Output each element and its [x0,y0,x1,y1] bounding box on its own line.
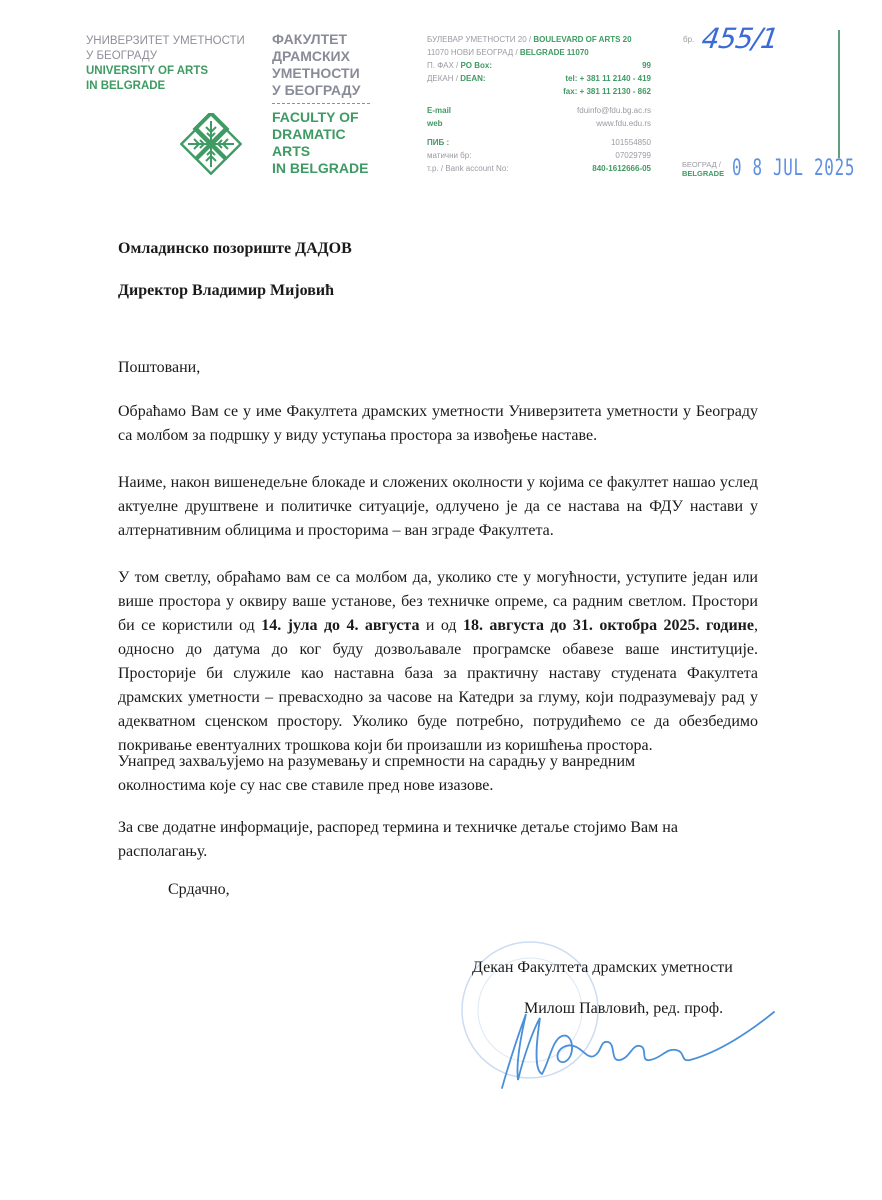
bank-row: т.р. / Bank account No: 840-1612666-05 [427,164,651,173]
reference-number: 455/1 [699,22,781,55]
faculty-name-cyr-4: У БЕОГРАДУ [272,82,361,98]
address-line: БУЛЕВАР УМЕТНОСТИ 20 / BOULEVARD OF ARTS 20 [427,35,632,44]
email-row [427,104,651,117]
date-range-1: 14. јула до 4. августа [261,617,420,634]
handwritten-signature-icon [490,1000,780,1095]
registry-row: матични бр: 07029799 [427,151,651,160]
fax-row [427,85,651,98]
contact-info [427,33,651,175]
reference-label: бр. [683,35,695,44]
faculty-name [272,31,370,177]
faculty-name-cyr-3: УМЕТНОСТИ [272,65,360,81]
salutation: Поштовани, [118,359,201,376]
signatory-title: Декан Факултета драмских уметности [472,959,733,976]
place-label: БЕОГРАД / BELGRADE [682,160,725,178]
paragraph-3: У том светлу, обраћамо вам се са молбом да, уколико сте у могућности, уступите један или више простора у оквиру ваше установе, без техничке опреме, са радним светлом. Простори би се користили од 14. јула до 4. августа и од 18. августа до 31. октобра 2025. године, односно до датума до ког буду дозвољавале програмске обавезе ваше институције. Просторије би служиле као наставна база за практичну наставу студената Факултета драмских уметности – превасходно за часове на Катедри за глуму, који подразумевају рад у адекватном сценском простору. Уколико буде потребно, потрудићемо се да обезбедимо покривање евентуалних трошкова који би произашли из коришћења простора. [118,569,758,754]
web-row [427,117,651,130]
faculty-name-cyr-1: ФАКУЛТЕТ [272,31,348,47]
university-name [86,34,245,94]
email-label: E-mail [427,106,452,115]
closing: Срдачно, [168,881,230,898]
faculty-name-en-2: DRAMATIC [272,126,346,142]
paragraph-4: Унапред захваљујемо на разумевању и спремности на сарадњу у ванредним околностима које су нас све ставиле пред нове изазове. [118,753,636,794]
date-stamp: 0 8 JUL 2025 [732,156,856,181]
recipient-organization: Омладинско позориште ДАДОВ [118,240,352,257]
dean-row: ДЕКАН / DEAN: tel: + 381 11 2140 - 419 [427,74,651,83]
email-link[interactable]: fduinfo@fdu.bg.ac.rs [577,106,651,115]
date-range-2: 18. августа до 31. октобра 2025. године [462,617,754,634]
pobox-row: П. ФАХ / PO Box: 99 [427,61,651,70]
recipient-person: Директор Владимир Мијовић [118,282,334,299]
pib-row: ПИБ : 101554850 [427,138,651,147]
paragraph-5: За све додатне информације, распоред термина и техничке детаље стојимо Вам на располагању. [118,819,678,860]
faculty-divider [272,103,370,104]
paragraph-2: Наиме, након вишенедељне блокаде и сложених околности у којима се факултет нашао услед актуелне друштвене и политичке ситуације, одлучено је да се настава на ФДУ настави у алтернативним облицима и просторима – ван зграде Факултета. [118,474,758,539]
paragraph-1: Обраћамо Вам се у име Факултета драмских уметности Универзитета уметности у Београду са молбом за подршку у виду уступања простора за извођење наставе. [118,403,758,444]
university-name-en-2: IN BELGRADE [86,80,166,92]
tel-value: tel: + 381 11 2140 - 419 [565,74,651,83]
header-divider [838,30,840,158]
university-name-cyr-1: УНИВЕРЗИТЕТ УМЕТНОСТИ [86,35,245,47]
web-link[interactable]: www.fdu.edu.rs [596,119,651,128]
web-label: web [427,119,443,128]
faculty-name-cyr-2: ДРАМСКИХ [272,48,350,64]
faculty-name-en-4: IN BELGRADE [272,160,369,176]
university-name-en-1: UNIVERSITY OF ARTS [86,65,209,77]
faculty-name-en-3: ARTS [272,143,311,159]
city-line: 11070 НОВИ БЕОГРАД / BELGRADE 11070 [427,48,589,57]
fax-value: fax: + 381 11 2130 - 862 [563,87,651,96]
university-name-cyr-2: У БЕОГРАДУ [86,50,158,62]
faculty-emblem-icon [180,113,242,175]
pobox-value: 99 [642,61,651,70]
signatory-name: Милош Павловић, ред. проф. [524,1000,724,1017]
faculty-name-en-1: FACULTY OF [272,109,359,125]
